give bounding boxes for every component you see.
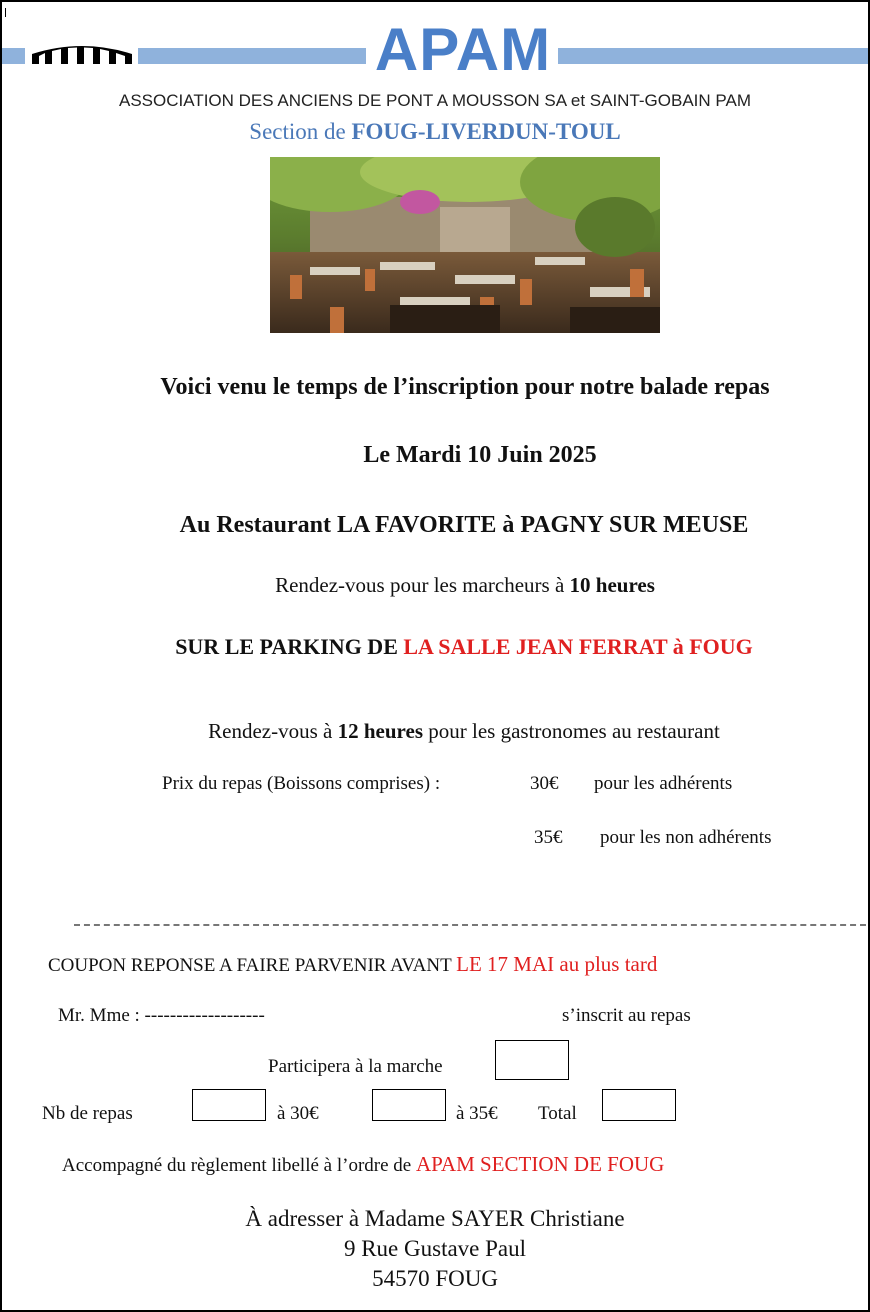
walk-checkbox[interactable] — [495, 1040, 569, 1080]
registers-label: s’inscrit au repas — [562, 1005, 691, 1026]
address-street: 9 Rue Gustave Paul — [343, 1236, 527, 1261]
parking-prefix: SUR LE PARKING DE — [175, 634, 404, 659]
corner-mark — [5, 8, 6, 17]
section-title — [2, 119, 868, 145]
price-members: 30€ — [530, 773, 559, 794]
meals-35-input[interactable] — [372, 1089, 446, 1121]
coupon-title-prefix: COUPON REPONSE A FAIRE PARVENIR AVANT — [48, 955, 457, 976]
address-recipient: À adresser à Madame SAYER Christiane — [245, 1206, 625, 1231]
price-label: Prix du repas (Boissons comprises) : — [162, 773, 441, 794]
apam-logo: APAM — [374, 16, 552, 83]
parking-place: LA SALLE JEAN FERRAT à FOUG — [403, 634, 753, 659]
gourmets-prefix: Rendez-vous à — [208, 719, 338, 743]
walkers-prefix: Rendez-vous pour les marcheurs à — [275, 573, 570, 597]
section-prefix: Section de — [249, 119, 352, 144]
address-city: 54570 FOUG — [372, 1266, 498, 1291]
gourmets-suffix: pour les gastronomes au restaurant — [423, 719, 720, 743]
parking-location — [2, 634, 868, 660]
section-name: FOUG-LIVERDUN-TOUL — [351, 119, 621, 144]
payment-instruction — [62, 1152, 664, 1177]
walkers-meeting — [2, 573, 868, 598]
walkers-time: 10 heures — [569, 573, 655, 597]
header-band-middle — [138, 48, 366, 64]
coupon-title — [48, 952, 657, 977]
bridge-icon — [28, 38, 136, 68]
association-name: ASSOCIATION DES ANCIENS DE PONT A MOUSSON SA et SAINT-GOBAIN PAM — [119, 91, 751, 110]
cut-line-divider — [74, 924, 866, 926]
walk-label: Participera à la marche — [268, 1056, 443, 1077]
price-members-label: pour les adhérents — [594, 773, 733, 794]
gourmets-meeting — [2, 719, 868, 744]
coupon-deadline: LE 17 MAI au plus tard — [456, 952, 658, 976]
meals-30-label: à 30€ — [277, 1103, 319, 1124]
event-date: Le Mardi 10 Juin 2025 — [363, 442, 597, 468]
meals-30-input[interactable] — [192, 1089, 266, 1121]
header-band-left — [2, 48, 25, 64]
total-input[interactable] — [602, 1089, 676, 1121]
meals-count-label: Nb de repas — [42, 1103, 133, 1124]
invitation-intro: Voici venu le temps de l’inscription pour notre balade repas — [160, 374, 770, 400]
meals-35-label: à 35€ — [456, 1103, 498, 1124]
header-band-right — [558, 48, 868, 64]
name-field[interactable]: Mr. Mme : ------------------- — [58, 1005, 265, 1026]
gourmets-time: 12 heures — [337, 719, 423, 743]
payment-payee: APAM SECTION DE FOUG — [416, 1152, 665, 1176]
price-nonmembers-label: pour les non adhérents — [600, 827, 772, 848]
payment-prefix: Accompagné du règlement libellé à l’ordre de — [62, 1155, 416, 1176]
total-label: Total — [538, 1103, 577, 1124]
event-venue: Au Restaurant LA FAVORITE à PAGNY SUR MEUSE — [179, 512, 749, 538]
price-nonmembers: 35€ — [534, 827, 563, 848]
restaurant-terrace-photo — [270, 157, 660, 333]
